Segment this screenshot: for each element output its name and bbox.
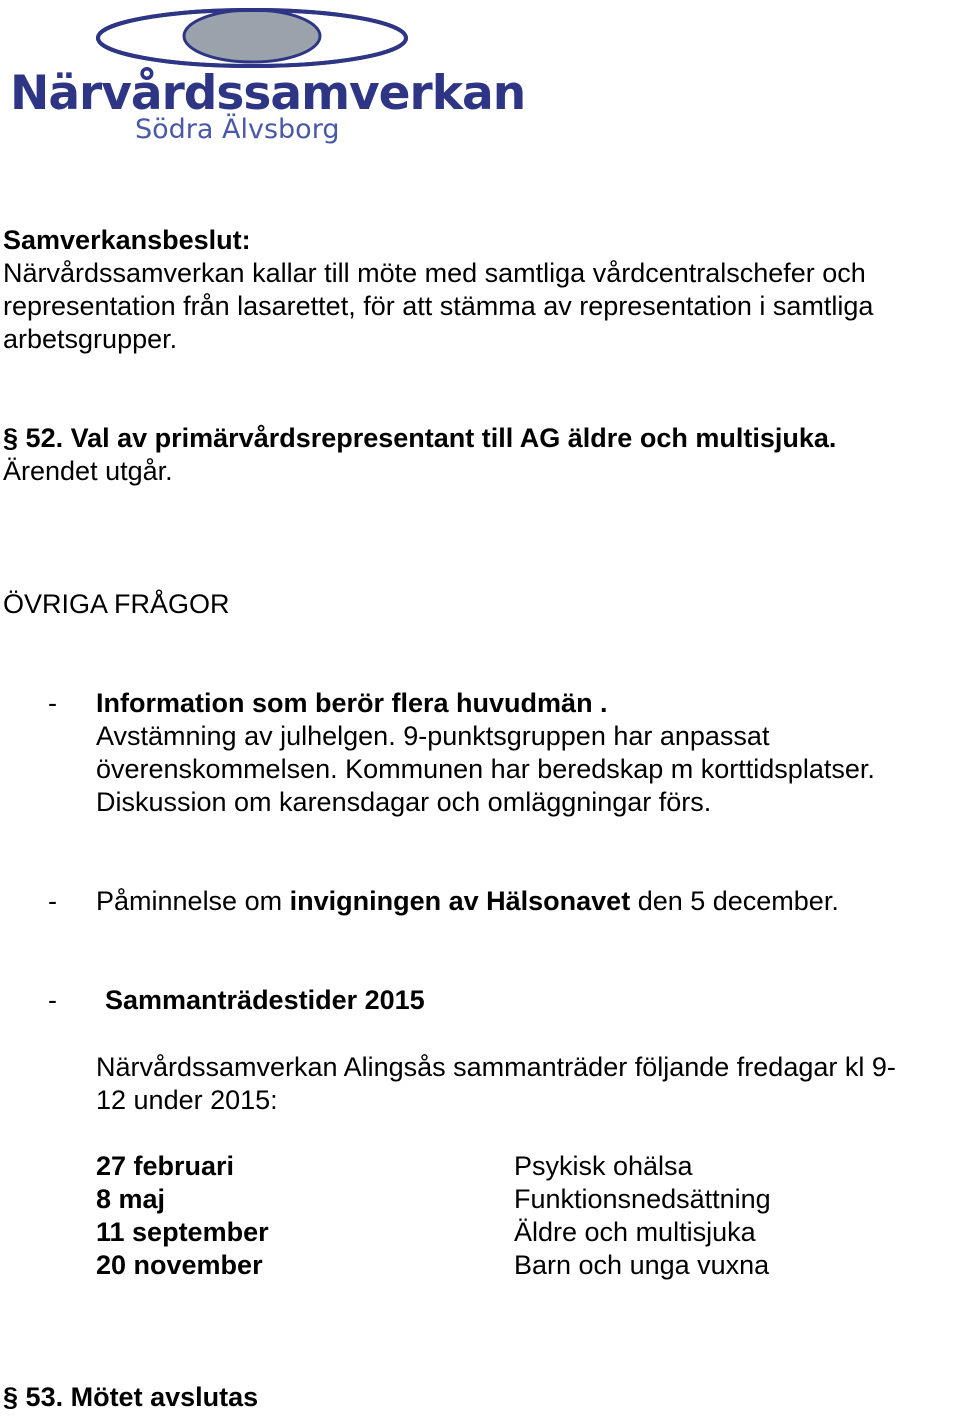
meeting-date: 27 februari bbox=[96, 1151, 235, 1181]
logo-title: Närvårdssamverkan bbox=[10, 66, 526, 121]
reminder-bold: invigningen av Hälsonavet bbox=[289, 886, 631, 916]
reminder-post: den 5 december. bbox=[630, 886, 839, 916]
meeting-topic: Äldre och multisjuka bbox=[514, 1217, 756, 1247]
info-title: Information som berör flera huvudmän . bbox=[96, 688, 608, 718]
list-dash: - bbox=[48, 985, 57, 1015]
decision-line: Närvårdssamverkan kallar till möte med samtliga vårdcentralschefer och bbox=[3, 258, 866, 288]
reminder-pre: Påminnelse om bbox=[96, 886, 290, 916]
meeting-date: 8 maj bbox=[96, 1184, 166, 1214]
reminder-text bbox=[96, 885, 839, 918]
info-line: överenskommelsen. Kommunen har beredskap m korttidsplatser. bbox=[96, 754, 875, 784]
item-53-heading bbox=[3, 1381, 258, 1414]
meeting-date: 11 september bbox=[96, 1217, 269, 1247]
list-dash: - bbox=[48, 688, 57, 718]
info-line: Avstämning av julhelgen. 9-punktsgruppen har anpassat bbox=[96, 721, 770, 751]
item-53-title: 53. Mötet avslutas bbox=[25, 1382, 259, 1412]
list-dash: - bbox=[48, 886, 57, 916]
meeting-topic: Barn och unga vuxna bbox=[514, 1250, 770, 1280]
meetings-intro-line: 12 under 2015: bbox=[96, 1085, 278, 1115]
item-52-heading bbox=[3, 422, 836, 455]
meetings-intro-line: Närvårdssamverkan Alingsås sammanträder följande fredagar kl 9- bbox=[96, 1052, 896, 1082]
decision-line: arbetsgrupper. bbox=[3, 324, 178, 354]
decision-heading: Samverkansbeslut: bbox=[3, 225, 251, 255]
other-questions-heading: ÖVRIGA FRÅGOR bbox=[3, 589, 230, 619]
logo-subtitle: Södra Älvsborg bbox=[135, 114, 340, 145]
item-52-title: 52. Val av primärvårdsrepresentant till AG äldre och multisjuka. bbox=[25, 423, 837, 453]
decision-line: representation från lasarettet, för att stämma av representation i samtliga bbox=[3, 291, 874, 321]
section-symbol: § bbox=[3, 423, 19, 453]
meetings-title: Sammanträdestider 2015 bbox=[105, 985, 425, 1015]
meeting-topic: Funktionsnedsättning bbox=[514, 1184, 771, 1214]
item-52-status: Ärendet utgår. bbox=[3, 456, 173, 486]
meeting-date: 20 november bbox=[96, 1250, 263, 1280]
meeting-topic: Psykisk ohälsa bbox=[514, 1151, 693, 1181]
info-line: Diskussion om karensdagar och omläggningar förs. bbox=[96, 787, 712, 817]
section-symbol: § bbox=[3, 1382, 19, 1412]
